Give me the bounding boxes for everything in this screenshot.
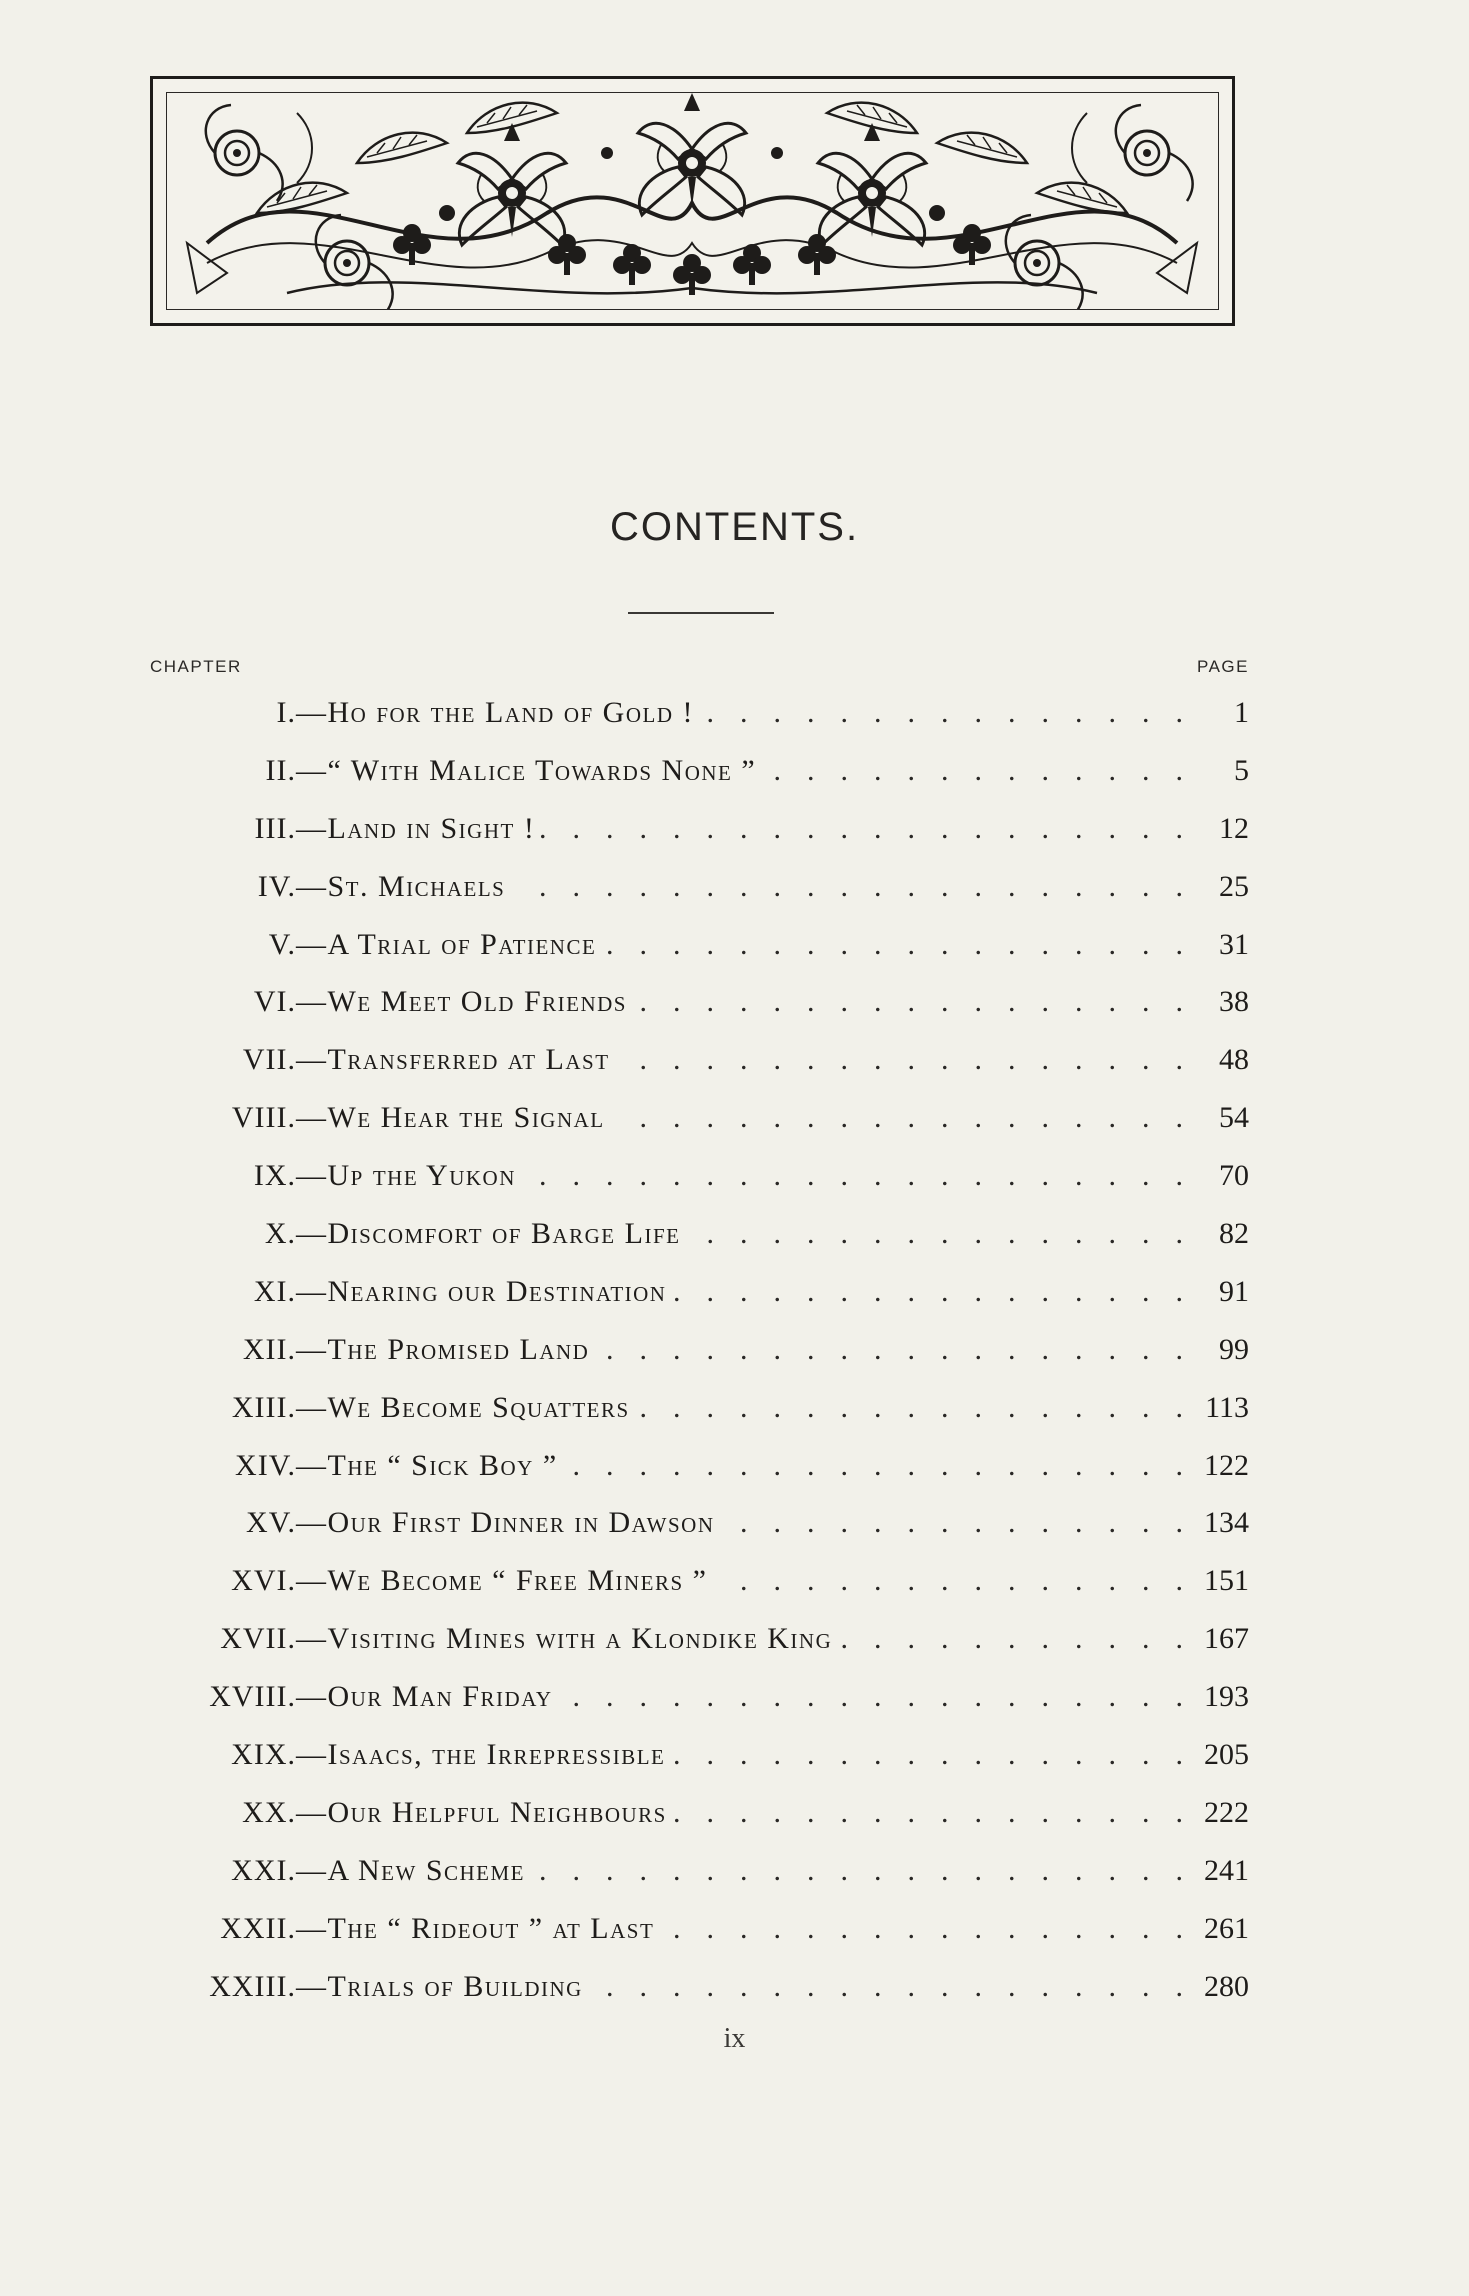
page-number: 82 [1219,1217,1249,1251]
toc-entry[interactable] [0,1441,1469,1499]
dot-leaders: ................ [673,1795,1209,1829]
chapter-title: —Transferred at Last [296,1043,610,1077]
chapter-number: XVIII. [209,1680,296,1714]
toc-entry[interactable] [0,688,1469,746]
page-number: 1 [1234,696,1249,729]
toc-entry[interactable] [0,1730,1469,1788]
toc-entry[interactable] [0,1498,1469,1556]
chapter-number: XXI. [231,1853,296,1887]
page-number: 54 [1219,1101,1249,1135]
page-number: 99 [1219,1332,1249,1366]
chapter-title: —Ho for the Land of Gold ! [296,696,694,729]
page-number: 48 [1219,1043,1249,1077]
chapter-number: I. [276,696,296,729]
toc-entry[interactable] [0,1151,1469,1209]
toc-entry[interactable] [0,1672,1469,1730]
toc-entry[interactable] [0,1383,1469,1441]
toc-entry[interactable] [0,804,1469,862]
chapter-number: IV. [257,869,296,903]
page-number: 193 [1204,1680,1249,1714]
page-number: 25 [1219,869,1249,903]
dot-leaders: ................ [673,1738,1209,1772]
dot-leaders: ................... [572,1680,1209,1714]
ornament-header [150,76,1235,326]
chapter-number: VI. [253,985,296,1019]
toc-entry[interactable] [0,1325,1469,1383]
page-number: 38 [1219,985,1249,1019]
page-number: 31 [1219,927,1249,961]
dot-leaders: ................ [673,1911,1209,1945]
chapter-number: XV. [246,1506,296,1540]
chapter-number: X. [264,1217,296,1251]
chapter-title: —Isaacs, the Irrepressible [296,1738,666,1772]
dot-leaders: .............. [740,1506,1209,1540]
chapter-number: XI. [253,1274,296,1308]
chapter-title: —Our Man Friday [296,1680,553,1714]
dot-leaders: ................. [639,985,1209,1019]
chapter-number: II. [265,753,296,787]
dot-leaders: ............... [706,696,1209,729]
page-number: 122 [1204,1448,1249,1482]
dot-leaders: ........... [840,1622,1209,1656]
chapter-number: XII. [242,1332,296,1366]
chapter-number: XIV. [235,1448,296,1482]
toc-entry[interactable] [0,1904,1469,1962]
dot-leaders: .................. [606,1332,1209,1366]
chapter-number: XVII. [220,1622,296,1656]
dot-leaders: .................... [539,811,1209,845]
dot-leaders: .............. [740,1564,1209,1598]
page-folio: ix [723,2023,746,2054]
dot-leaders: .................... [539,869,1209,903]
page-number: 91 [1219,1274,1249,1308]
title-rule [628,612,774,614]
chapter-number: XX. [242,1795,296,1829]
page-number: 167 [1204,1622,1249,1656]
chapter-number: XVI. [231,1564,296,1598]
dot-leaders: ................... [572,1448,1209,1482]
chapter-title: —St. Michaels [296,869,506,903]
page-number: 151 [1204,1564,1249,1598]
page-number: 280 [1204,1969,1249,2003]
page-number: 70 [1219,1159,1249,1193]
chapter-number: XIII. [231,1390,296,1424]
chapter-title: —Visiting Mines with a Klondike King [296,1622,833,1656]
chapter-column-heading: CHAPTER [150,657,242,676]
chapter-title: —We Hear the Signal [296,1101,605,1135]
chapter-title: —Our Helpful Neighbours [296,1795,667,1829]
page-column-heading: PAGE [1197,657,1249,676]
chapter-number: V. [268,927,296,961]
chapter-number: IX. [253,1159,296,1193]
chapter-title: —Trials of Building [296,1969,583,2003]
toc-entry[interactable] [0,1093,1469,1151]
chapter-number: XIX. [231,1738,296,1772]
toc-entry[interactable] [0,862,1469,920]
toc-entry[interactable] [0,746,1469,804]
chapter-title: —We Become “ Free Miners ” [296,1564,708,1598]
dot-leaders: ............. [773,753,1209,787]
page-number: 241 [1204,1853,1249,1887]
chapter-number: XXIII. [209,1969,296,2003]
chapter-number: VIII. [231,1101,296,1135]
chapter-title: —Land in Sight ! [296,811,536,845]
toc-entry[interactable] [0,1846,1469,1904]
chapter-title: —We Meet Old Friends [296,985,627,1019]
page-title: CONTENTS. [609,505,860,549]
dot-leaders: .................... [539,1159,1209,1193]
toc-entry[interactable] [0,1209,1469,1267]
toc-entry[interactable] [0,977,1469,1035]
chapter-title: —Up the Yukon [296,1159,516,1193]
chapter-title: —We Become Squatters [296,1390,630,1424]
toc-entry[interactable] [0,1962,1469,2020]
page-number: 5 [1234,753,1249,787]
toc-entry[interactable] [0,1788,1469,1846]
chapter-title: —Our First Dinner in Dawson [296,1506,715,1540]
dot-leaders: ................. [639,1390,1209,1424]
chapter-title: —“ With Malice Towards None ” [296,753,757,787]
toc-entry[interactable] [0,1035,1469,1093]
chapter-title: —The “ Rideout ” at Last [296,1911,655,1945]
page-number: 205 [1204,1738,1249,1772]
dot-leaders: .................. [606,1969,1209,2003]
table-of-contents [0,688,1469,2019]
chapter-title: —The Promised Land [296,1332,590,1366]
page-number: 12 [1219,811,1249,845]
chapter-number: VII. [242,1043,296,1077]
chapter-title: —Discomfort of Barge Life [296,1217,681,1251]
chapter-title: —Nearing our Destination [296,1274,667,1308]
toc-entry[interactable] [0,1556,1469,1614]
chapter-title: —The “ Sick Boy ” [296,1448,558,1482]
dot-leaders: ............... [706,1217,1209,1251]
dot-leaders: ................ [673,1274,1209,1308]
chapter-number: III. [254,811,296,845]
chapter-title: —A New Scheme [296,1853,526,1887]
toc-entry[interactable] [0,920,1469,978]
floral-ornament-icon [167,93,1218,309]
chapter-number: XXII. [220,1911,296,1945]
toc-entry[interactable] [0,1267,1469,1325]
dot-leaders: .................. [606,927,1209,961]
dot-leaders: ................. [639,1101,1209,1135]
page-number: 134 [1204,1506,1249,1540]
chapter-title: —A Trial of Patience [296,927,597,961]
page-number: 222 [1204,1795,1249,1829]
toc-entry[interactable] [0,1614,1469,1672]
dot-leaders: ................. [639,1043,1209,1077]
dot-leaders: .................... [539,1853,1209,1887]
page-number: 113 [1205,1390,1249,1424]
page-number: 261 [1204,1911,1249,1945]
